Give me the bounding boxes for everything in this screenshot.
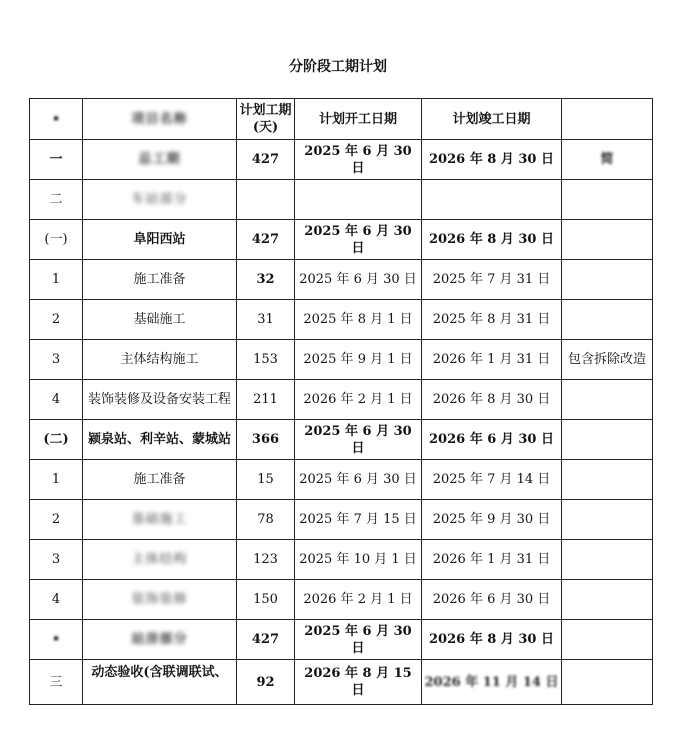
cell-start [295, 180, 422, 220]
cell-start: 2025 年 6 月 30 日 [295, 620, 422, 660]
cell-seq: (二) [30, 420, 83, 460]
cell-end: 2026 年 8 月 30 日 [422, 220, 562, 260]
cell-end: 2025 年 7 月 14 日 [422, 460, 562, 500]
cell-end: 2026 年 8 月 30 日 [422, 140, 562, 180]
cell-start: 2025 年 6 月 30 日 [295, 460, 422, 500]
cell-end: 2025 年 8 月 31 日 [422, 300, 562, 340]
cell-remark [562, 660, 653, 705]
cell-name: 基础施工 [83, 500, 237, 540]
cell-seq: 二 [30, 180, 83, 220]
cell-name: 阜阳西站 [83, 220, 237, 260]
table-row [30, 380, 653, 420]
table-row [30, 580, 653, 620]
cell-seq: (一) [30, 220, 83, 260]
cell-start: 2026 年 2 月 1 日 [295, 580, 422, 620]
cell-remark [562, 460, 653, 500]
cell-name: 装饰装修及设备安装工程 [83, 380, 237, 420]
phase-schedule-table [29, 98, 653, 705]
cell-remark [562, 580, 653, 620]
cell-remark [562, 300, 653, 340]
table-row [30, 460, 653, 500]
cell-seq: • [30, 620, 83, 660]
header-remark [562, 99, 653, 140]
cell-seq: 3 [30, 540, 83, 580]
table-row [30, 260, 653, 300]
cell-remark [562, 220, 653, 260]
cell-start: 2026 年 8 月 15 日 [295, 660, 422, 705]
cell-remark [562, 420, 653, 460]
cell-name: 施工准备 [83, 260, 237, 300]
cell-start: 2025 年 9 月 1 日 [295, 340, 422, 380]
cell-name: 基础施工 [83, 300, 237, 340]
cell-remark: 简 [562, 140, 653, 180]
table-row [30, 180, 653, 220]
cell-days [237, 180, 295, 220]
header-days: 计划工期(天) [237, 99, 295, 140]
cell-name: 总工期 [83, 140, 237, 180]
table-row [30, 340, 653, 380]
cell-name: 颍泉站、利辛站、蒙城站 [83, 420, 237, 460]
cell-remark [562, 260, 653, 300]
cell-days: 78 [237, 500, 295, 540]
cell-end: 2026 年 6 月 30 日 [422, 580, 562, 620]
cell-name: 动态验收(含联调联试、 [83, 660, 237, 705]
document-title: 分阶段工期计划 [289, 59, 387, 75]
header-seq: • [30, 99, 83, 140]
cell-end: 2026 年 8 月 30 日 [422, 620, 562, 660]
table-row [30, 620, 653, 660]
header-start: 计划开工日期 [295, 99, 422, 140]
cell-days: 211 [237, 380, 295, 420]
cell-end [422, 180, 562, 220]
cell-end: 2026 年 6 月 30 日 [422, 420, 562, 460]
cell-days: 123 [237, 540, 295, 580]
cell-seq: 4 [30, 580, 83, 620]
cell-days: 32 [237, 260, 295, 300]
cell-end: 2025 年 9 月 30 日 [422, 500, 562, 540]
cell-days: 150 [237, 580, 295, 620]
cell-days: 31 [237, 300, 295, 340]
cell-remark [562, 620, 653, 660]
cell-end: 2026 年 1 月 31 日 [422, 540, 562, 580]
header-end: 计划竣工日期 [422, 99, 562, 140]
cell-seq: 1 [30, 460, 83, 500]
table-row [30, 420, 653, 460]
cell-start: 2025 年 6 月 30 日 [295, 140, 422, 180]
cell-name: 站房部分 [83, 620, 237, 660]
header-name: 项目名称 [83, 99, 237, 140]
cell-end: 2026 年 11 月 14 日 [422, 660, 562, 705]
cell-days: 92 [237, 660, 295, 705]
cell-seq: 三 [30, 660, 83, 705]
cell-name: 主体结构 [83, 540, 237, 580]
cell-seq: 一 [30, 140, 83, 180]
cell-start: 2025 年 10 月 1 日 [295, 540, 422, 580]
cell-remark [562, 540, 653, 580]
cell-end: 2026 年 8 月 30 日 [422, 380, 562, 420]
cell-remark [562, 500, 653, 540]
cell-start: 2025 年 6 月 30 日 [295, 420, 422, 460]
cell-name: 装饰装修 [83, 580, 237, 620]
cell-seq: 4 [30, 380, 83, 420]
cell-remark [562, 380, 653, 420]
cell-seq: 2 [30, 500, 83, 540]
cell-name: 车站部分 [83, 180, 237, 220]
cell-days: 427 [237, 140, 295, 180]
cell-days: 15 [237, 460, 295, 500]
cell-remark: 包含拆除改造 [562, 340, 653, 380]
cell-seq: 2 [30, 300, 83, 340]
cell-days: 427 [237, 620, 295, 660]
cell-seq: 3 [30, 340, 83, 380]
cell-start: 2026 年 2 月 1 日 [295, 380, 422, 420]
table-row [30, 500, 653, 540]
cell-start: 2025 年 6 月 30 日 [295, 220, 422, 260]
table-row [30, 660, 653, 705]
cell-days: 366 [237, 420, 295, 460]
cell-start: 2025 年 6 月 30 日 [295, 260, 422, 300]
table-row [30, 540, 653, 580]
cell-days: 153 [237, 340, 295, 380]
table-row [30, 220, 653, 260]
cell-remark [562, 180, 653, 220]
cell-days: 427 [237, 220, 295, 260]
cell-name: 施工准备 [83, 460, 237, 500]
table-row [30, 140, 653, 180]
cell-end: 2025 年 7 月 31 日 [422, 260, 562, 300]
cell-start: 2025 年 7 月 15 日 [295, 500, 422, 540]
cell-start: 2025 年 8 月 1 日 [295, 300, 422, 340]
table-header-row [30, 99, 653, 140]
cell-seq: 1 [30, 260, 83, 300]
table-row [30, 300, 653, 340]
cell-end: 2026 年 1 月 31 日 [422, 340, 562, 380]
cell-name: 主体结构施工 [83, 340, 237, 380]
